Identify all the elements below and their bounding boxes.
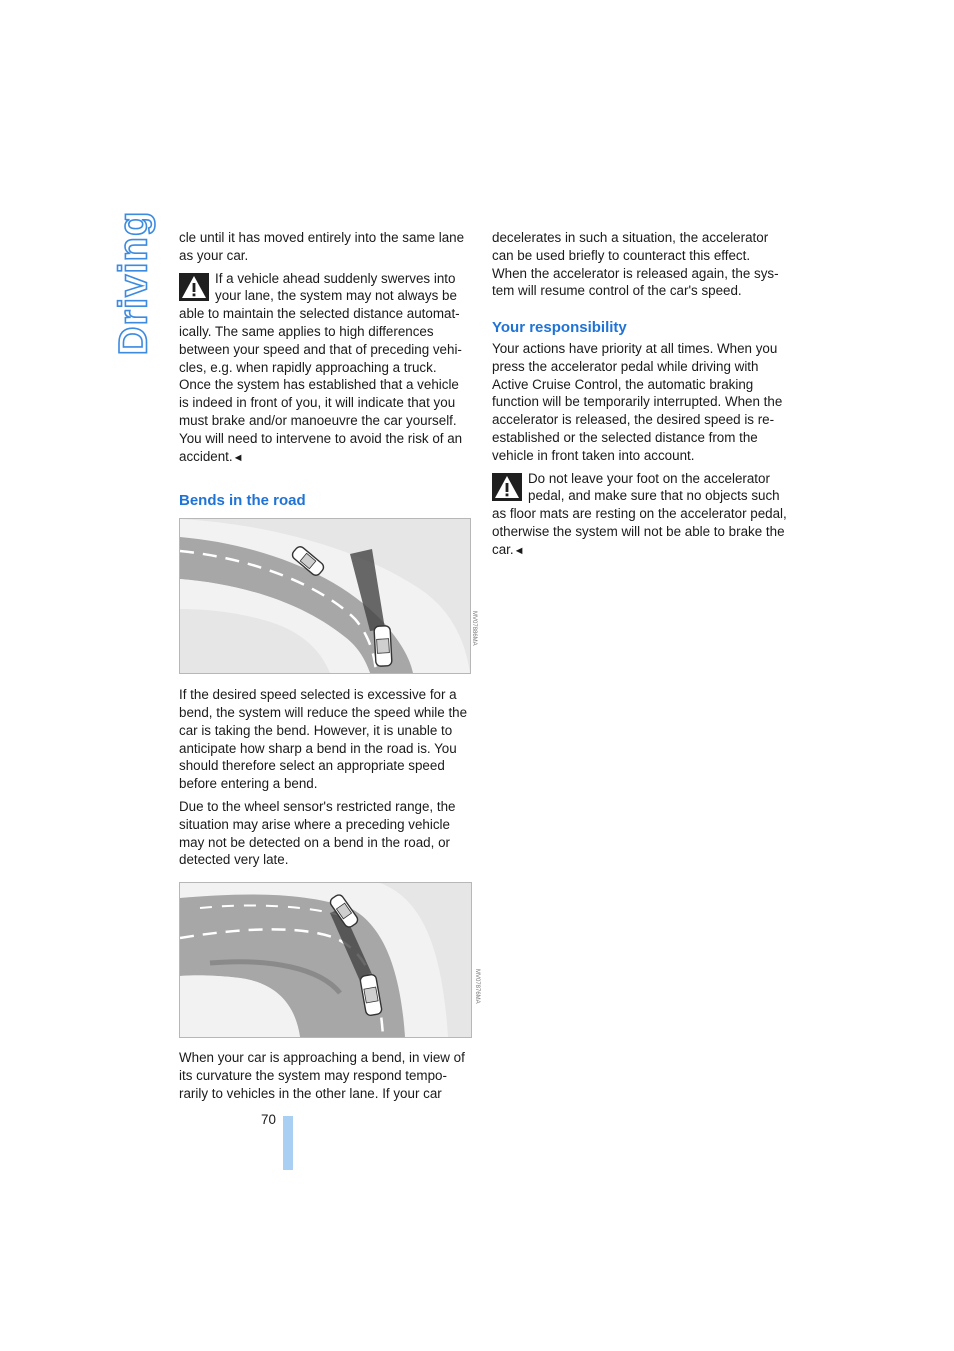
right-intro-text: decelerates in such a situation, the accelerator can be used briefly to counteract this effect. When the accelerator is released again, the sys-tem will resume control of the car's speed. bbox=[492, 230, 779, 299]
end-mark-2: ◄ bbox=[513, 544, 525, 557]
bends-para-1: If the desired speed selected is excessive for a bend, the system will reduce the speed while the car is taking the bend. However, it is unable to anticipate how sharp a bend in the road is. You should therefore select an appropriate speed before entering a bend. bbox=[179, 687, 468, 792]
left-column bbox=[179, 229, 480, 1108]
section-tab-label: Driving bbox=[111, 210, 156, 356]
warning-triangle-icon bbox=[179, 273, 209, 301]
page-number: 70 bbox=[261, 1112, 276, 1127]
figure-2-code: MV07876MA bbox=[474, 969, 480, 1004]
figure-bend-detection bbox=[179, 518, 471, 674]
bends-para-3: When your car is approaching a bend, in view of its curvature the system may respond tempo-rarily to vehicles in the other lane. If your car bbox=[179, 1050, 465, 1101]
bends-para-2: Due to the wheel sensor's restricted range, the situation may arise where a preceding vehicle may not be detected on a bend in the road, or detected very late. bbox=[179, 798, 456, 868]
right-column bbox=[492, 229, 787, 566]
page-marker-bar bbox=[283, 1116, 293, 1170]
warning-note-2 bbox=[492, 470, 787, 561]
warning-triangle-icon bbox=[492, 473, 522, 501]
warning-text-2: Do not leave your foot on the accelerator pedal, and make sure that no objects such as floor mats are resting on the accelerator pedal, otherwise the system will not be able to brake the car. bbox=[492, 470, 787, 557]
figure-1-code: MV07886MA bbox=[471, 611, 477, 646]
figure-bend-late-detection bbox=[179, 882, 472, 1038]
section-tab bbox=[111, 210, 156, 356]
warning-note-1 bbox=[179, 270, 471, 468]
left-intro-text: cle until it has moved entirely into the same lane as your car. bbox=[179, 230, 465, 263]
end-mark-1: ◄ bbox=[232, 451, 244, 464]
warning-text-1: If a vehicle ahead suddenly swerves into your lane, the system may not always be able to maintain the selected distance automat-ically. The same applies to high differences between your speed and that of preceding vehi-cles, e.g. when rapidly approaching a truck. Once the system has established that a vehicle is indeed in front of you, it will indicate that you must brake and/or manoeuvre the car yourself. You will need to intervene to avoid the risk of an accident. bbox=[179, 270, 463, 464]
heading-responsibility: Your responsibility bbox=[492, 319, 627, 337]
heading-bends: Bends in the road bbox=[179, 492, 306, 510]
responsibility-para: Your actions have priority at all times. When you press the accelerator pedal while driving with Active Cruise Control, the automatic braking function will be temporarily interrupted. When the accelerator is released, the desired speed is re-established or the selected distance from the vehicle in front taken into account. bbox=[492, 340, 783, 463]
